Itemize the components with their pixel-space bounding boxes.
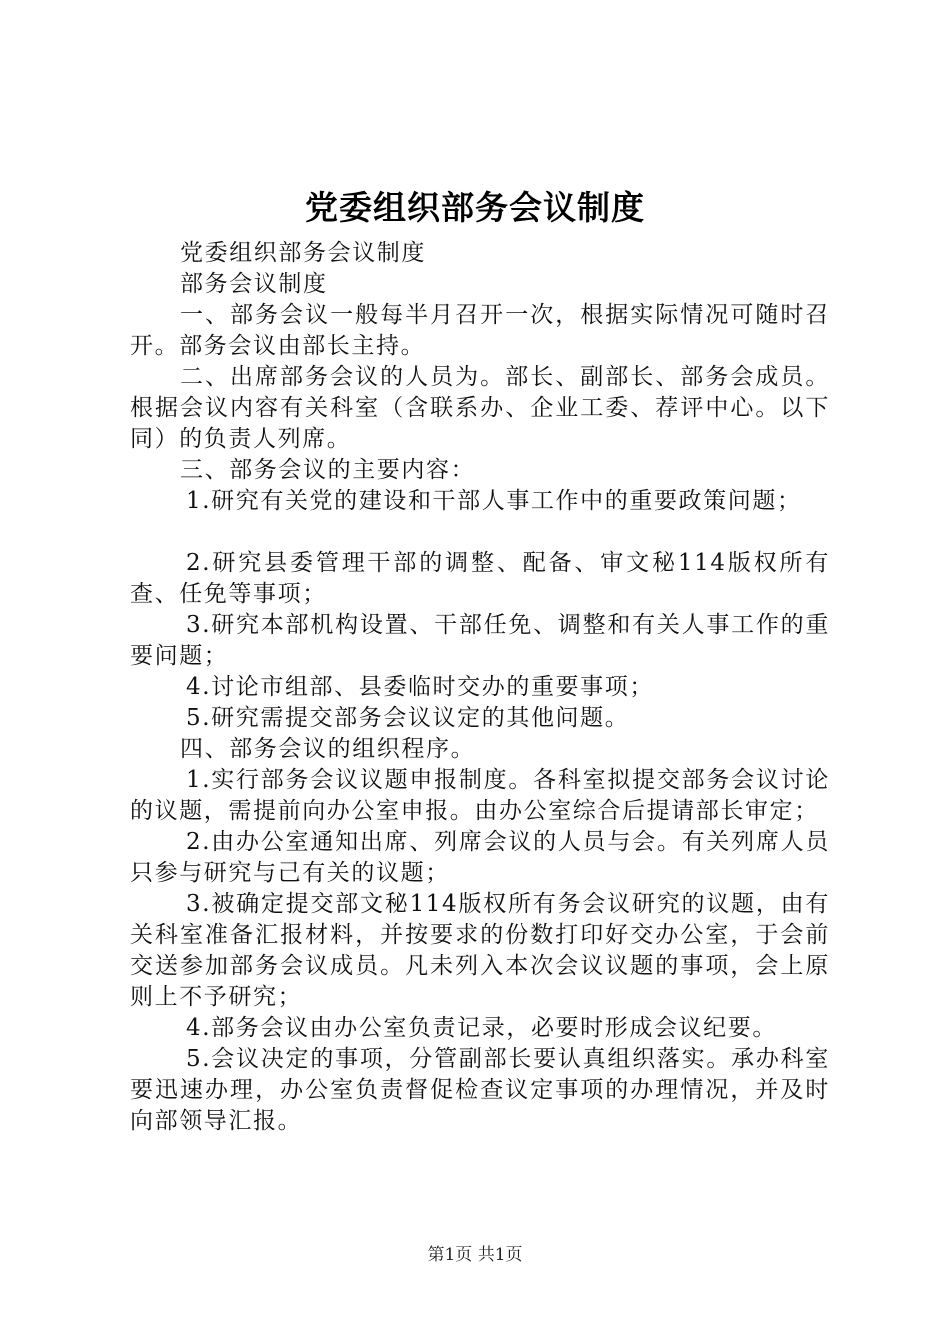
list-item: 3.研究本部机构设置、干部任免、调整和有关人事工作的重要问题； xyxy=(130,612,830,669)
list-item: 1.实行部务会议议题申报制度。各科室拟提交部务会议讨论的议题，需提前向办公室申报。由办公室综合后提请部长审定； xyxy=(130,767,830,824)
list-item: 1.研究有关党的建设和干部人事工作中的重要政策问题； xyxy=(186,488,802,514)
paragraph-subheading: 部务会议制度 xyxy=(180,271,328,297)
document-body xyxy=(130,238,830,1137)
document-title: 党委组织部务会议制度 xyxy=(305,188,645,227)
list-item: 5.研究需提交部务会议议定的其他问题。 xyxy=(186,705,630,731)
list-item: 5.会议决定的事项，分管副部长要认真组织落实。承办科室要迅速办理，办公室负责督促检查议定事项的办理情况，并及时向部领导汇报。 xyxy=(130,1046,830,1134)
list-item: 4.讨论市组部、县委临时交办的重要事项； xyxy=(186,674,654,700)
paragraph-heading-repeat: 党委组织部务会议制度 xyxy=(180,240,426,266)
list-item: 3.被确定提交部文秘114版权所有务会议研究的议题，由有关科室准备汇报材料，并按要求的份数打印好交办公室，于会前交送参加部务会议成员。凡未列入本次会议议题的事项，会上原则上不予研究； xyxy=(130,891,830,1010)
page-number-footer: 第1页 共1页 xyxy=(427,1245,523,1265)
paragraph-section-2: 二、出席部务会议的人员为。部长、副部长、部务会成员。根据会议内容有关科室（含联系办、企业工委、荐评中心。以下同）的负责人列席。 xyxy=(130,364,830,452)
list-item: 2.由办公室通知出席、列席会议的人员与会。有关列席人员只参与研究与己有关的议题； xyxy=(130,829,830,886)
list-item: 4.部务会议由办公室负责记录，必要时形成会议纪要。 xyxy=(186,1015,777,1041)
paragraph-section-4: 四、部务会议的组织程序。 xyxy=(180,736,476,762)
list-item: 2.研究县委管理干部的调整、配备、审文秘114版权所有查、任免等事项； xyxy=(130,550,830,607)
paragraph-section-1: 一、部务会议一般每半月召开一次，根据实际情况可随时召开。部务会议由部长主持。 xyxy=(130,302,830,359)
paragraph-section-3: 三、部务会议的主要内容： xyxy=(180,457,476,483)
